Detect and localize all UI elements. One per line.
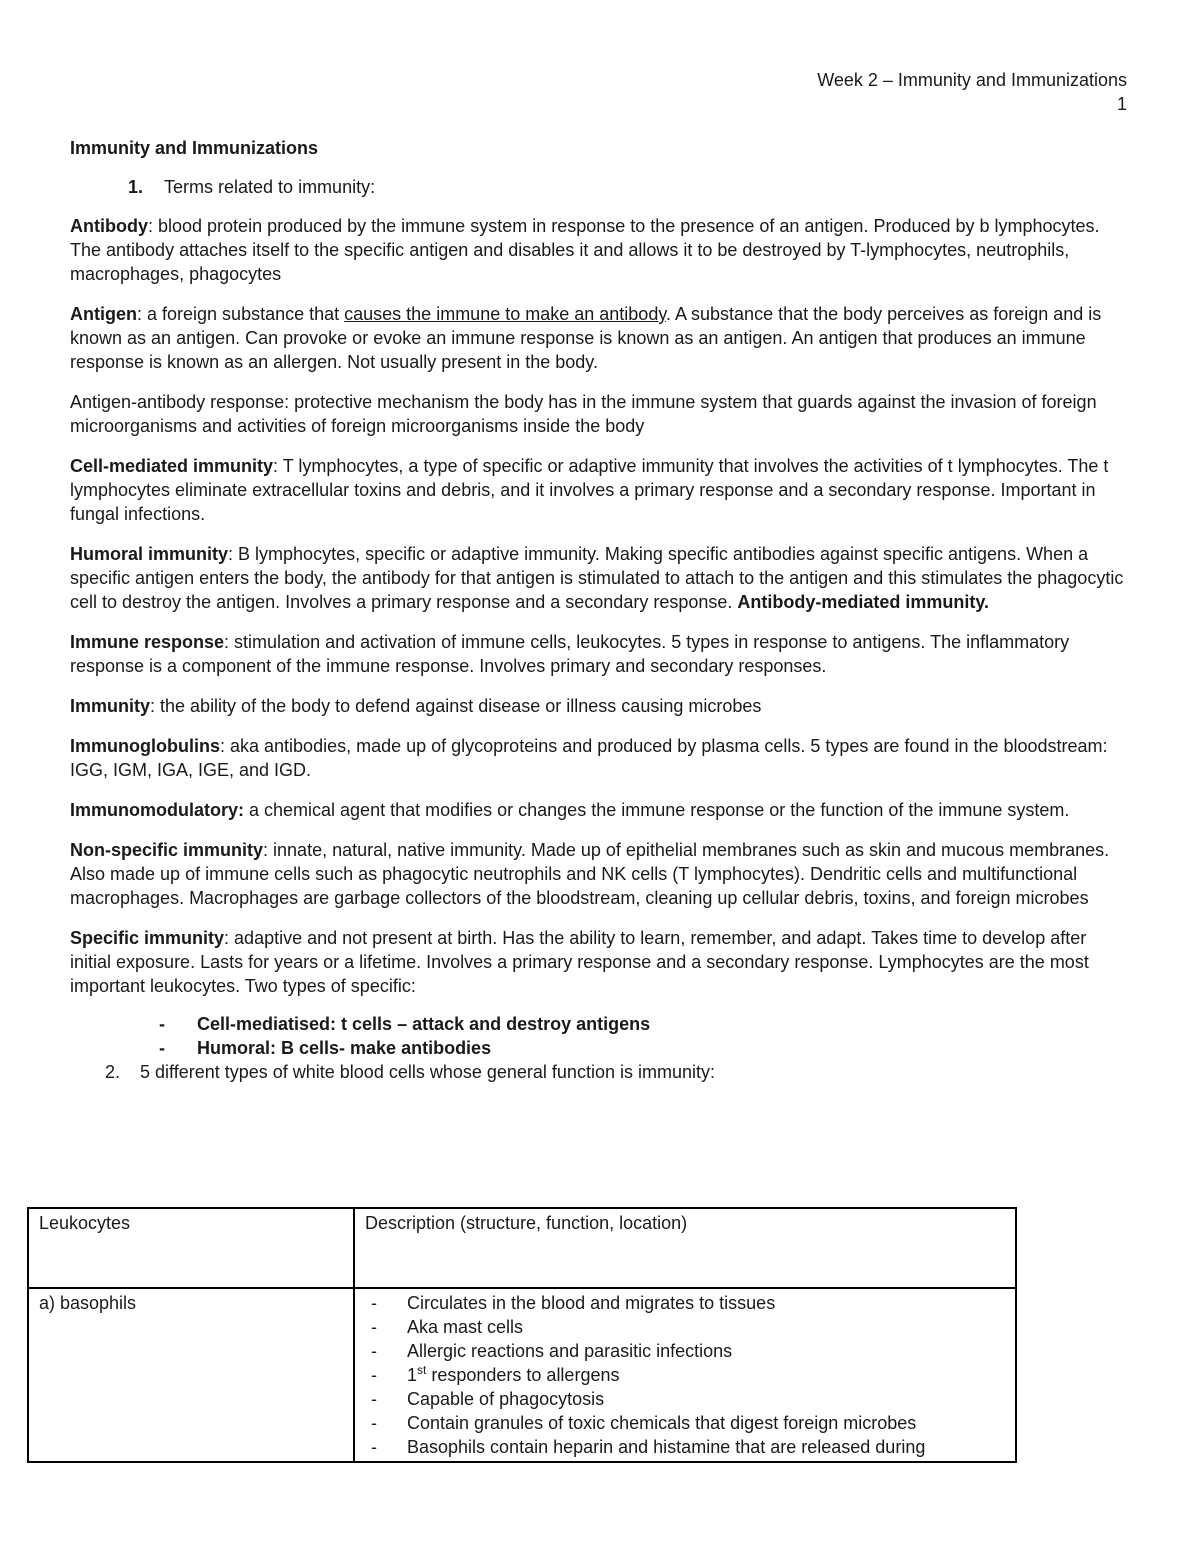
ordinal-number: 1 <box>407 1365 418 1385</box>
term: Non-specific immunity <box>70 840 264 860</box>
list-item: - Capable of phagocytosis <box>407 1387 1005 1411</box>
definition-text: : aka antibodies, made up of glycoproteins and produced by plasma cells. 5 types are found in the bloodstream: IGG, IGM, IGA, IGE, and IGD. <box>70 736 1108 780</box>
definition-text: : B lymphocytes, specific or adaptive immunity. Making specific antibodies against specific antigens. When a specific antigen enters the body, the antibody for that antigen is stimulated to attach to the antigen and this stimulates the phagocytic cell to destroy the antigen. Involves a primary response and a secondary response. <box>70 544 1124 612</box>
document-title: Immunity and Immunizations <box>70 138 319 158</box>
leukocyte-name: a) basophils <box>28 1288 354 1462</box>
definition-text: : innate, natural, native immunity. Made up of epithelial membranes such as skin and mucous membranes. Also made up of immune cells such as phagocytic neutrophils and NK cells (T lymphocytes). Dendritic cells and multifunctional macrophages. Macrophages are garbage collectors of the bloodstream, cleaning up cellular debris, toxins, and foreign microbes <box>70 840 1110 908</box>
definition-antigen-antibody-response: Antigen-antibody response: protective mechanism the body has in the immune system that guards against the invasion of foreign microorganisms and activities of foreign microorganisms inside the body <box>70 392 1097 436</box>
ordinal-suffix: st <box>417 1363 427 1377</box>
definition-text: : a foreign substance that <box>137 304 345 324</box>
page-number: 1 <box>1116 94 1127 114</box>
section-2-heading <box>70 1060 1130 1084</box>
leukocytes-table <box>27 1207 1017 1463</box>
list-item: - Allergic reactions and parasitic infections <box>407 1339 1005 1363</box>
definition-text: : stimulation and activation of immune cells, leukocytes. 5 types in response to antigens. The inflammatory response is a component of the immune response. Involves primary and secondary responses. <box>70 632 1070 676</box>
definition-text: . A substance that the body perceives as foreign and is known as an antigen. Can provoke or evoke an immune response is known as an antigen. An antigen that produces an immune response is known as an allergen. Not usually present in the body. <box>70 304 1102 372</box>
definition-immunoglobulins <box>70 734 1130 782</box>
list-item: - Circulates in the blood and migrates to tissues <box>407 1291 1005 1315</box>
term: Antibody <box>70 216 148 236</box>
section-number: 2. <box>105 1062 121 1082</box>
definition-non-specific-immunity <box>70 838 1130 910</box>
leukocyte-description <box>354 1288 1016 1462</box>
definition-immunomodulatory <box>70 798 1130 822</box>
definition-antigen <box>70 302 1130 374</box>
section-text: 5 different types of white blood cells whose general function is immunity: <box>140 1062 715 1082</box>
description-list <box>365 1291 1005 1459</box>
document-body <box>70 136 1130 1084</box>
definition-text: a chemical agent that modifies or changes the immune response or the function of the immune system. <box>244 800 1070 820</box>
term: Antigen <box>70 304 137 324</box>
page-header <box>817 68 1127 116</box>
term: Immunoglobulins <box>70 736 220 756</box>
header-title: Week 2 – Immunity and Immunizations <box>817 70 1127 90</box>
definition-cell-mediated-immunity <box>70 454 1130 526</box>
list-item: - Aka mast cells <box>407 1315 1005 1339</box>
list-item: - Cell-mediatised: t cells – attack and destroy antigens <box>159 1012 1130 1036</box>
definition-specific-immunity <box>70 926 1130 998</box>
definition-text: : blood protein produced by the immune system in response to the presence of an antigen. Produced by b lymphocytes. The antibody attaches itself to the specific antigen and disables it and allows it to be destroyed by T-lymphocytes, neutrophils, macrophages, phagocytes <box>70 216 1100 284</box>
term: Cell-mediated immunity <box>70 456 274 476</box>
bold-tail: Antibody-mediated immunity. <box>737 592 990 612</box>
section-number: 1. <box>127 177 143 197</box>
definition-text: : the ability of the body to defend against disease or illness causing microbes <box>150 696 762 716</box>
term: Immune response <box>70 632 225 652</box>
list-item: - Humoral: B cells- make antibodies <box>159 1036 1130 1060</box>
term: Immunomodulatory: <box>70 800 244 820</box>
term: Immunity <box>70 696 151 716</box>
list-item <box>407 1363 1005 1387</box>
column-header-leukocytes: Leukocytes <box>28 1208 354 1288</box>
list-item: - Contain granules of toxic chemicals that digest foreign microbes <box>407 1411 1005 1435</box>
specific-immunity-types <box>70 1012 1130 1060</box>
table-header-row <box>28 1208 1016 1288</box>
definition-text: : T lymphocytes, a type of specific or adaptive immunity that involves the activities of t lymphocytes. The t lymphocytes eliminate extracellular toxins and debris, and it involves a primary response and a secondary response. Important in fungal infections. <box>70 456 1109 524</box>
section-text: Terms related to immunity: <box>164 177 376 197</box>
definition-text: : adaptive and not present at birth. Has the ability to learn, remember, and adapt. Takes time to develop after initial exposure. Lasts for years or a lifetime. Involves a primary response and a secondary response. Lymphocytes are the most important leukocytes. Two types of specific: <box>70 928 1089 996</box>
definition-immune-response <box>70 630 1130 678</box>
item-text: responders to allergens <box>426 1365 620 1385</box>
term: Humoral immunity <box>70 544 229 564</box>
table-row <box>28 1288 1016 1462</box>
underlined-text: causes the immune to make an antibody <box>344 304 666 324</box>
definition-antibody <box>70 214 1130 286</box>
section-1-heading <box>70 175 1130 199</box>
list-item: - Basophils contain heparin and histamine that are released during <box>407 1435 1005 1459</box>
definition-humoral-immunity <box>70 542 1130 614</box>
column-header-description: Description (structure, function, location) <box>354 1208 1016 1288</box>
term: Specific immunity <box>70 928 225 948</box>
definition-immunity <box>70 694 1130 718</box>
